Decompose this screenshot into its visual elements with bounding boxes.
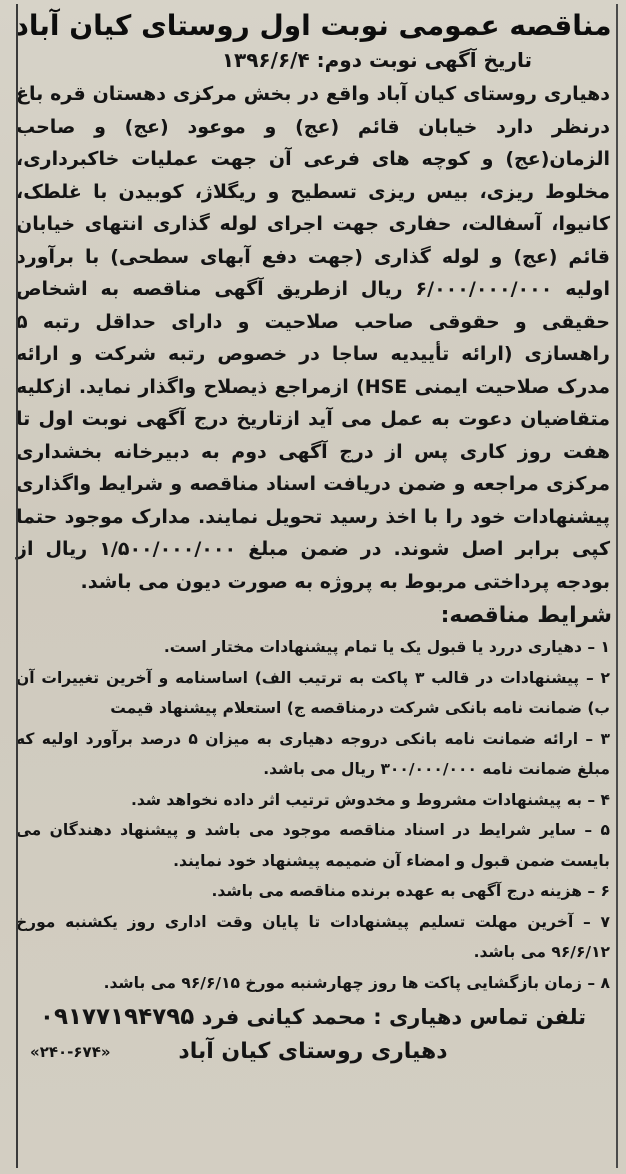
condition-item: ۶ – هزینه درج آگهی به عهده برنده مناقصه می باشد. xyxy=(211,882,610,900)
condition-item: ۷ – آخرین مهلت تسلیم پیشنهادات تا پایان وقت اداری روز یکشنبه مورخ ۹۶/۶/۱۲ می باشد. xyxy=(16,912,610,961)
condition-item: ۸ – زمان بازگشایی پاکت ها روز چهارشنبه مورخ ۹۶/۶/۱۵ می باشد. xyxy=(103,973,610,992)
contact-phone: ۰۹۱۷۷۱۹۴۷۹۵ xyxy=(39,1004,195,1030)
contact-line xyxy=(14,1000,612,1034)
notice-date: تاریخ آگهی نوبت دوم: ۱۳۹۶/۶/۴ xyxy=(221,48,532,72)
footer-row xyxy=(14,1034,612,1070)
contact-label: تلفن تماس دهیاری : محمد کیانی فرد xyxy=(201,1005,587,1029)
conditions-list xyxy=(14,632,612,998)
condition-item: ۵ – سایر شرایط در اسناد مناقصه موجود می باشد و پیشنهاد دهندگان می بایست ضمن قبول و امضاء آن ضمیمه پیشنهاد خود نمایند. xyxy=(16,821,610,870)
condition-item: ۱ – دهیاری دررد یا قبول یک یا تمام پیشنهادات مختار است. xyxy=(163,638,610,656)
ad-code: «۲۴۰-۶۷۴» xyxy=(30,1043,111,1061)
notice-body: دهیاری روستای کیان آباد واقع در بخش مرکزی دهستان قره باغ درنظر دارد خیابان قائم (عج) و موعود (عج) و صاحب الزمان(عج) و کوچه های فرعی آن جهت عملیات خاکبرداری، مخلوط ریزی، بیس ریزی تسطیح و ریگلاژ، کوبیدن با غلطک، کانیوا، آسفالت، حفاری جهت اجرای لوله گذاری انتهای خیابان قائم (عج) و لوله گذاری (جهت دفع آبهای سطحی) با برآورد اولیه ۶/۰۰۰/۰۰۰/۰۰۰ ریال ازطریق آگهی مناقصه به اشخاص حقیقی و حقوقی صاحب صلاحیت و دارای حداقل رتبه ۵ راهسازی (ارائه تأییدیه ساجا در خصوص رتبه شرکت و ارائه مدرک صلاحیت ایمنی HSE) ازمراجع ذیصلاح واگذار نماید. ازکلیه متقاضیان دعوت به عمل می آید ازتاریخ درج آگهی نوبت اول تا هفت روز کاری پس از درج آگهی دوم به دبیرخانه بخشداری مرکزی مراجعه و ضمن دریافت اسناد مناقصه و شرایط واگذاری پیشنهادات خود را با اخذ رسید تحویل نمایند. مدارک موجود حتما کپی برابر اصل شوند. در ضمن مبلغ ۱/۵۰۰/۰۰۰/۰۰۰ ریال از بودجه پرداختی مربوط به پروژه به صورت دیون می باشد. xyxy=(16,83,610,593)
notice-title: مناقصه عمومی نوبت اول روستای کیان آباد xyxy=(14,9,612,42)
signature: دهیاری روستای کیان آباد xyxy=(178,1039,448,1064)
condition-item: ۲ – پیشنهادات در قالب ۳ پاکت به ترتیب الف) اساسنامه و آخرین تغییرات آن ب) ضمانت نامه بانکی شرکت درمناقصه ج) استعلام پیشنهاد قیمت xyxy=(16,668,610,717)
condition-item: ۴ – به پیشنهادات مشروط و مخدوش ترتیب اثر داده نخواهد شد. xyxy=(130,790,610,809)
conditions-title: شرایط مناقصه: xyxy=(440,603,612,628)
condition-item: ۳ – ارائه ضمانت نامه بانکی دروجه دهیاری به میزان ۵ درصد برآورد اولیه که مبلغ ضمانت نامه ۳۰۰/۰۰۰/۰۰۰ ریال می باشد. xyxy=(16,729,610,778)
